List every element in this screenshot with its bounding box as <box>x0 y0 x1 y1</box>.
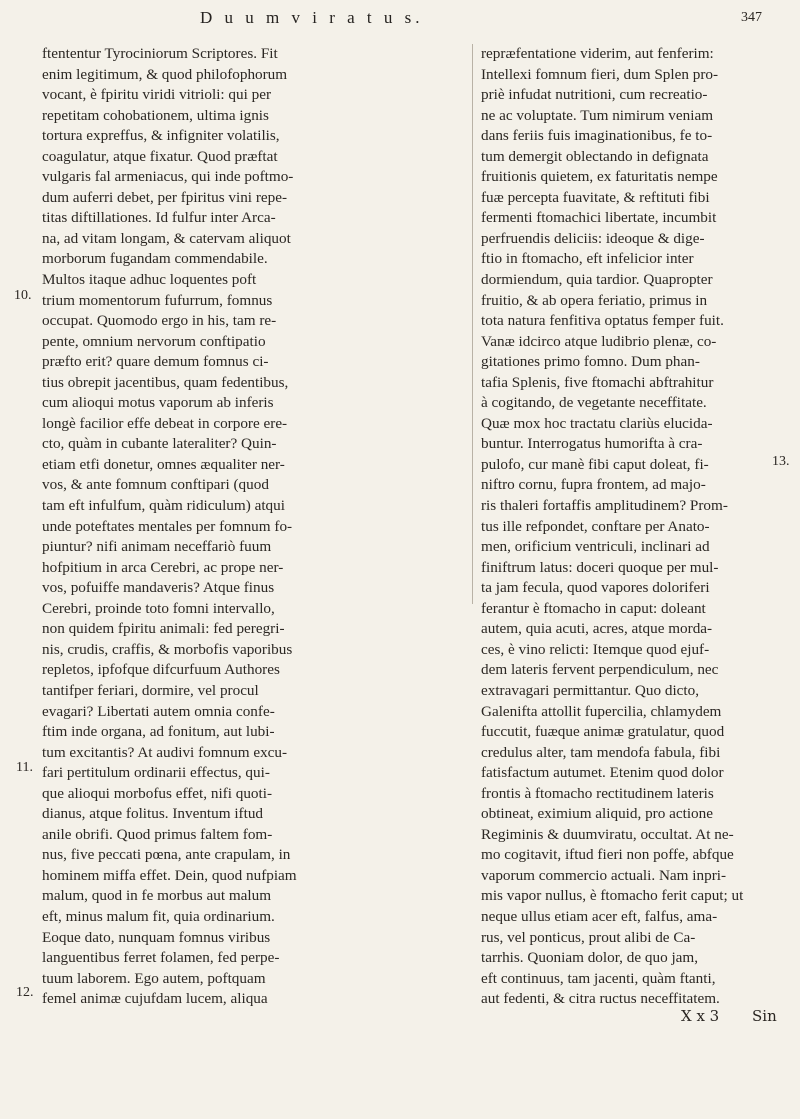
text-line: morborum fugandam commendabile. <box>42 250 268 268</box>
text-line: neque ullus etiam acer eft, falfus, ama- <box>481 907 718 925</box>
text-line: finiftrum latus: doceri quoque per mul- <box>481 558 719 576</box>
text-line: dianus, atque folitus. Inventum iftud <box>42 805 264 823</box>
text-line: que alioqui morbofus effet, nifi quoti- <box>42 784 273 802</box>
text-line: fari pertitulum ordinarii effectus, qui- <box>42 764 270 782</box>
text-line: cum alioqui motus vaporum ab inferis <box>42 394 274 412</box>
text-line: credulus alter, tam mendofa fabula, fibi <box>481 743 721 761</box>
text-line: fruitio, & ab opera feriatio, primus in <box>481 291 708 309</box>
margin-number-11: 11. <box>16 760 33 775</box>
text-line: à cogitando, de vegetante neceffitate. <box>481 394 707 412</box>
text-line: femel animæ cujufdam lucem, aliqua <box>42 990 268 1008</box>
text-line: hofpitium in arca Cerebri, ac prope ner- <box>42 558 284 576</box>
text-line: languentibus ferret folamen, fed perpe- <box>42 949 280 967</box>
text-line: ris thaleri fortaffis amplitudinem? Prom- <box>481 497 728 515</box>
page-number: 347 <box>741 10 762 25</box>
text-line: obtineat, eximium aliquid, pro actione <box>481 805 713 823</box>
text-line: gitationes primo fomno. Dum phan- <box>481 353 700 371</box>
text-line: tarrhis. Quoniam dolor, de quo jam, <box>481 949 699 967</box>
text-line: mis vapor nullus, è ftomacho ferit caput; ut <box>481 887 744 905</box>
text-line: occupat. Quomodo ergo in his, tam re- <box>42 312 277 330</box>
text-line: pulofo, cur manè fibi caput doleat, fi- <box>481 455 709 473</box>
text-line: pente, omnium nervorum conftipatio <box>42 332 266 350</box>
text-line: enim legitimum, & quod philofophorum <box>42 65 288 83</box>
margin-number-10: 10. <box>14 288 32 303</box>
text-line: Multos itaque adhuc loquentes poft <box>42 271 257 289</box>
text-line: frontis à ftomacho rectitudinem lateris <box>481 784 714 802</box>
text-line: tum demergit oblectando in defignata <box>481 147 709 165</box>
text-line: evagari? Libertati autem omnia confe- <box>42 702 275 720</box>
text-line: tantifper feriari, dormire, vel procul <box>42 681 259 699</box>
text-line: trium momentorum fufurrum, fomnus <box>42 291 273 309</box>
text-line: titas diftillationes. Id fulfur inter Arca- <box>42 209 276 227</box>
text-line: dum auferri debet, per fpiritus vini repe- <box>42 188 288 206</box>
text-line: fermenti ftomachici libertate, incumbit <box>481 209 717 227</box>
margin-number-12: 12. <box>16 985 34 1000</box>
text-line: dem lateris fervent perpendiculum, nec <box>481 661 719 679</box>
text-line: repræfentatione viderim, aut fenferim: <box>481 45 714 62</box>
text-line: Regiminis & duumviratu, occultat. At ne- <box>481 825 734 843</box>
text-line: vos, pofuiffe mandaveris? Atque finus <box>42 579 275 597</box>
page-header <box>40 6 780 36</box>
text-line: fuæ percepta fuavitate, & reftituti fibi <box>481 188 710 206</box>
text-line: ta jam fecula, quod vapores doloriferi <box>481 579 710 597</box>
text-line: malum, quod in fe morbus aut malum <box>42 887 272 905</box>
text-line: dans feriis fuis imaginationibus, fe to- <box>481 127 713 145</box>
catchword: Sin <box>752 1007 777 1025</box>
text-line: tum excitantis? At audivi fomnum excu- <box>42 743 288 761</box>
text-line: nus, five peccati pœna, ante crapulam, in <box>42 846 291 864</box>
text-line: ferantur è ftomacho in caput: doleant <box>481 599 706 617</box>
text-line: coagulatur, atque fixatur. Quod præftat <box>42 147 278 165</box>
text-line: Eoque dato, nunquam fomnus viribus <box>42 928 271 946</box>
left-column <box>42 44 462 1010</box>
text-line: repletos, ipfofque difcurfuum Authores <box>42 661 280 679</box>
text-line: cto, quàm in cubante lateraliter? Quin- <box>42 435 277 453</box>
text-line: vocant, è fpiritu viridi vitrioli: qui per <box>42 86 272 104</box>
text-line: aut fedenti, & citra ructus neceffitatem. <box>481 990 720 1008</box>
text-line: autem, quia acuti, acres, atque morda- <box>481 620 713 638</box>
text-line: Cerebri, proinde toto fomni intervallo, <box>42 599 275 617</box>
text-line: fatisfactum autumet. Etenim quod dolor <box>481 764 724 782</box>
text-line: fruitionis quietem, ex faturitatis nempe <box>481 168 718 186</box>
text-line: tortura expreffus, & infigniter volatilis, <box>42 127 280 145</box>
text-line: vos, & ante fomnum conftipari (quod <box>42 476 269 494</box>
text-line: ne ac voluptate. Tum nimirum veniam <box>481 106 714 124</box>
text-line: tuum laborem. Ego autem, poftquam <box>42 969 266 987</box>
text-line: extravagari permittantur. Quo dicto, <box>481 681 700 699</box>
text-line: men, orificium ventriculi, inclinari ad <box>481 538 710 556</box>
text-line: dormiendum, quia tardior. Quapropter <box>481 271 713 289</box>
text-line: Galenifta attollit fupercilia, chlamydem <box>481 702 722 720</box>
text-line: unde poteftates mentales per fomnum fo- <box>42 517 293 535</box>
text-line: præfto erit? quare demum fomnus ci- <box>42 353 269 371</box>
text-line: longè facilior effe debeat in corpore ere- <box>42 414 288 432</box>
text-line: tus ille refpondet, conftare per Anato- <box>481 517 710 535</box>
text-line: anile obrifi. Quod primus faltem fom- <box>42 825 273 843</box>
text-line: eft continuus, tam jacenti, quàm ftanti, <box>481 969 716 987</box>
column-divider <box>472 44 473 604</box>
margin-number-13: 13. <box>772 454 790 469</box>
right-column <box>481 44 781 1010</box>
text-line: repetitam cohobationem, ultima ignis <box>42 106 269 124</box>
text-line: non quidem fpiritu animali: fed peregri- <box>42 620 285 638</box>
text-line: hominem miffa effet. Dein, quod nufpiam <box>42 866 297 884</box>
text-line: nis, crudis, craffis, & morbofis vaporibus <box>42 640 293 658</box>
text-line: tius obrepit jacentibus, quam fedentibus, <box>42 373 289 391</box>
text-line: ftio in ftomacho, eft infelicior inter <box>481 250 694 268</box>
text-line: perfruendis deliciis: ideoque & dige- <box>481 229 705 247</box>
text-line: tam eft infulfum, quàm ridiculum) atqui <box>42 497 285 515</box>
text-line: etiam etfi donetur, omnes æqualiter ner- <box>42 455 285 473</box>
text-line: Vanæ idcirco atque ludibrio plenæ, co- <box>481 332 717 350</box>
text-line: tafia Splenis, five ftomachi abftrahitur <box>481 373 714 391</box>
text-line: rus, vel ponticus, prout alibi de Ca- <box>481 928 696 946</box>
text-line: eft, minus malum fit, quia ordinarium. <box>42 907 275 925</box>
text-line: tota natura fenfitiva optatus femper fuit. <box>481 312 724 330</box>
text-line: fuccutit, fuæque animæ gratulatur, quod <box>481 723 725 741</box>
text-line: Intellexi fomnum fieri, dum Splen pro- <box>481 65 719 83</box>
text-line: ces, è vino relicti: Itemque quod ejuf- <box>481 640 710 658</box>
text-line: priè infudat nutritioni, cum recreatio- <box>481 86 708 104</box>
text-line: na, ad vitam longam, & catervam aliquot <box>42 229 291 247</box>
running-title: D u u m v i r a t u s. <box>200 8 424 27</box>
text-line: buntur. Interrogatus humorifta à cra- <box>481 435 703 453</box>
text-line: Quæ mox hoc tractatu clariùs elucida- <box>481 414 713 432</box>
text-line: ftententur Tyrociniorum Scriptores. Fit <box>42 45 278 62</box>
text-line: mo cogitavit, iftud fieri non poffe, abfque <box>481 846 734 864</box>
text-line: vaporum commercio actuali. Nam inpri- <box>481 866 727 884</box>
signature-mark: X x 3 <box>681 1007 720 1025</box>
text-line: niftro cornu, fupra frontem, ad majo- <box>481 476 706 494</box>
text-line: piuntur? nifi animam neceffariò fuum <box>42 538 272 556</box>
text-line: ftim inde organa, ad fonitum, aut lubi- <box>42 723 275 741</box>
text-line: vulgaris fal armeniacus, qui inde poftmo- <box>42 168 294 186</box>
